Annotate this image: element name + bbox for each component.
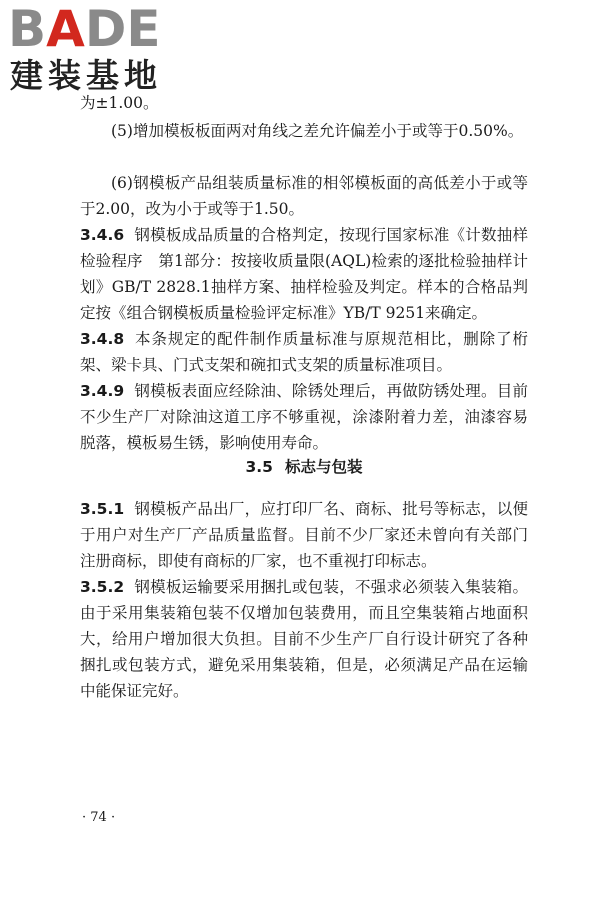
section-heading bbox=[80, 454, 528, 480]
clause-text: 钢模板运输要采用捆扎或包装，不强求必须装入集装箱。由于采用集装箱包装不仅增加包装费用，而且空集装箱占地面积大，给用户增加很大负担。目前不少生产厂自行设计研究了各种捆扎或包装方式，避免采用集装箱，但是，必须满足产品在运输中能保证完好。 bbox=[80, 578, 528, 700]
paragraph-text: (6)钢模板产品组装质量标准的相邻模板面的高低差小于或等于2.00，改为小于或等于1.50。 bbox=[80, 174, 528, 218]
section-title: 标志与包装 bbox=[284, 457, 363, 476]
paragraph-continuation bbox=[80, 90, 528, 116]
clause-3-4-6 bbox=[80, 222, 528, 326]
logo-letters-de: DE bbox=[84, 0, 161, 58]
section-number: 3.5 bbox=[245, 458, 273, 476]
bade-logo bbox=[8, 2, 178, 94]
paragraph-text: (5)增加模板板面两对角线之差允许偏差小于或等于0.50%。 bbox=[111, 122, 524, 140]
paragraph-item-6 bbox=[80, 170, 528, 222]
logo-letter-a: A bbox=[46, 0, 85, 58]
clause-3-5-2 bbox=[80, 574, 528, 704]
clause-number: 3.5.1 bbox=[80, 500, 125, 518]
clause-text: 钢模板产品出厂，应打印厂名、商标、批号等标志，以便于用户对生产厂产品质量监督。目前不少厂家还未曾向有关部门注册商标，即使有商标的厂家，也不重视打印标志。 bbox=[80, 500, 528, 570]
logo-wordmark bbox=[8, 2, 161, 56]
paragraph-item-5 bbox=[80, 118, 528, 144]
clause-number: 3.4.8 bbox=[80, 330, 125, 348]
page-number: · 74 · bbox=[82, 810, 116, 825]
clause-number: 3.4.6 bbox=[80, 226, 125, 244]
clause-3-4-9 bbox=[80, 378, 528, 456]
clause-text: 钢模板表面应经除油、除锈处理后，再做防锈处理。目前不少生产厂对除油这道工序不够重视，涂漆附着力差，油漆容易脱落，模板易生锈，影响使用寿命。 bbox=[80, 382, 528, 452]
paragraph-text: 为±1.00。 bbox=[80, 94, 159, 112]
clause-3-4-8 bbox=[80, 326, 528, 378]
clause-number: 3.5.2 bbox=[80, 578, 125, 596]
clause-3-5-1 bbox=[80, 496, 528, 574]
clause-number: 3.4.9 bbox=[80, 382, 125, 400]
logo-letter-b: B bbox=[8, 0, 47, 58]
clause-text: 钢模板成品质量的合格判定，按现行国家标准《计数抽样检验程序 第1部分：按接收质量限(AQL)检索的逐批检验抽样计划》GB/T 2828.1抽样方案、抽样检验及判定。样本的合格品判定按《组合钢模板质量检验评定标准》YB/T 9251来确定。 bbox=[80, 226, 528, 322]
logo-chinese-text: 建装基地 bbox=[10, 56, 162, 95]
clause-text: 本条规定的配件制作质量标准与原规范相比，删除了桁架、梁卡具、门式支架和碗扣式支架的质量标准项目。 bbox=[80, 330, 528, 374]
